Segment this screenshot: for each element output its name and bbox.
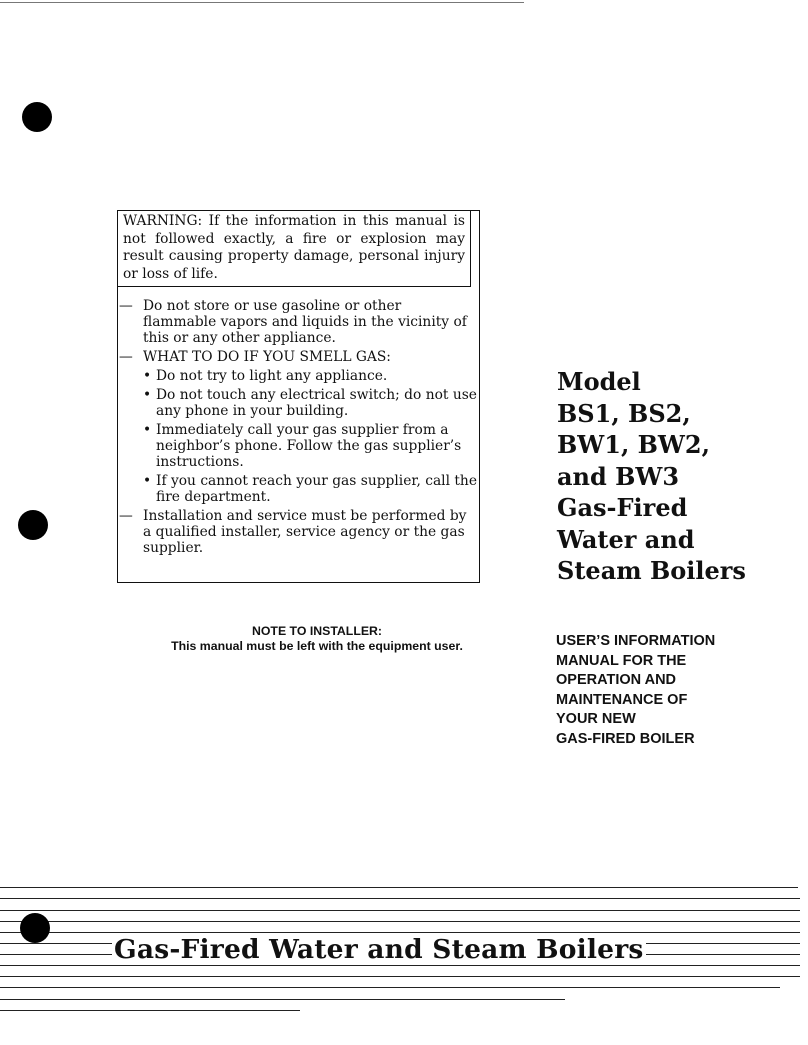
binder-hole-bottom bbox=[20, 913, 50, 943]
footer-rule bbox=[0, 965, 800, 966]
installer-note-text: This manual must be left with the equipment user. bbox=[171, 639, 463, 653]
list-item: • Do not touch any electrical switch; do not use any phone in your building. bbox=[143, 387, 477, 419]
manual-subtitle bbox=[556, 632, 806, 749]
list-item: — WHAT TO DO IF YOU SMELL GAS: bbox=[119, 349, 391, 365]
footer-rule bbox=[0, 999, 565, 1000]
model-title-line: and BW3 bbox=[557, 461, 680, 491]
footer-rule bbox=[0, 987, 780, 988]
list-item: • Immediately call your gas supplier from a neighbor’s phone. Follow the gas supplier’s instructions. bbox=[143, 422, 462, 470]
list-item-text: Installation and service must be performed by a qualified installer, service agency or the gas supplier. bbox=[143, 508, 467, 556]
model-title-line: Steam Boilers bbox=[557, 556, 746, 585]
footer-rule bbox=[0, 932, 800, 933]
footer-rule bbox=[0, 898, 800, 899]
footer-rule bbox=[0, 921, 800, 922]
list-item: — Installation and service must be performed by a qualified installer, service agency or the gas supplier. bbox=[119, 508, 467, 556]
warning-box bbox=[117, 210, 480, 583]
footer-rule bbox=[0, 910, 800, 911]
binder-hole-top bbox=[22, 102, 52, 132]
list-item-text: If you cannot reach your gas supplier, call the fire department. bbox=[156, 473, 477, 505]
model-title-line: BW1, BW2, bbox=[557, 430, 710, 459]
manual-subtitle-line: MAINTENANCE OF bbox=[556, 691, 688, 708]
list-item-text: Do not try to light any appliance. bbox=[156, 368, 388, 384]
installer-note-title: NOTE TO INSTALLER: bbox=[251, 624, 383, 638]
manual-subtitle-line: MANUAL FOR THE bbox=[556, 652, 687, 669]
footer-rule bbox=[0, 1010, 300, 1011]
model-title-line: Gas-Fired bbox=[557, 493, 688, 522]
installer-note bbox=[130, 624, 504, 654]
binder-hole-middle bbox=[18, 510, 48, 540]
model-title-line: BS1, BS2, bbox=[557, 398, 691, 428]
footer-rule bbox=[0, 887, 798, 888]
list-item-text: Immediately call your gas supplier from a neighbor’s phone. Follow the gas supplier’s instructions. bbox=[156, 422, 462, 470]
list-item-text: WHAT TO DO IF YOU SMELL GAS: bbox=[143, 349, 391, 365]
manual-subtitle-line: YOUR NEW bbox=[556, 711, 636, 727]
list-item: • Do not try to light any appliance. bbox=[143, 368, 388, 384]
warning-list bbox=[118, 298, 478, 559]
top-rule bbox=[0, 2, 524, 3]
manual-subtitle-line: USER’S INFORMATION bbox=[556, 633, 716, 649]
footer-title: Gas-Fired Water and Steam Boilers bbox=[114, 934, 644, 965]
model-title bbox=[557, 366, 807, 587]
model-title-line: Model bbox=[557, 367, 641, 396]
manual-subtitle-line: OPERATION AND bbox=[556, 672, 677, 688]
list-item: — Do not store or use gasoline or other flammable vapors and liquids in the vicinity of this or any other appliance. bbox=[119, 298, 467, 346]
list-item-text: Do not store or use gasoline or other flammable vapors and liquids in the vicinity of this or any other appliance. bbox=[143, 298, 467, 346]
manual-subtitle-line: GAS-FIRED BOILER bbox=[556, 730, 695, 747]
footer-rule bbox=[0, 976, 800, 977]
list-item-text: Do not touch any electrical switch; do not use any phone in your building. bbox=[156, 387, 477, 419]
list-item: • If you cannot reach your gas supplier, call the fire department. bbox=[143, 473, 477, 505]
model-title-line: Water and bbox=[557, 524, 695, 554]
warning-heading: WARNING: If the information in this manual is not followed exactly, a fire or explosion may result causing property damage, personal injury or loss of life. bbox=[118, 211, 471, 287]
